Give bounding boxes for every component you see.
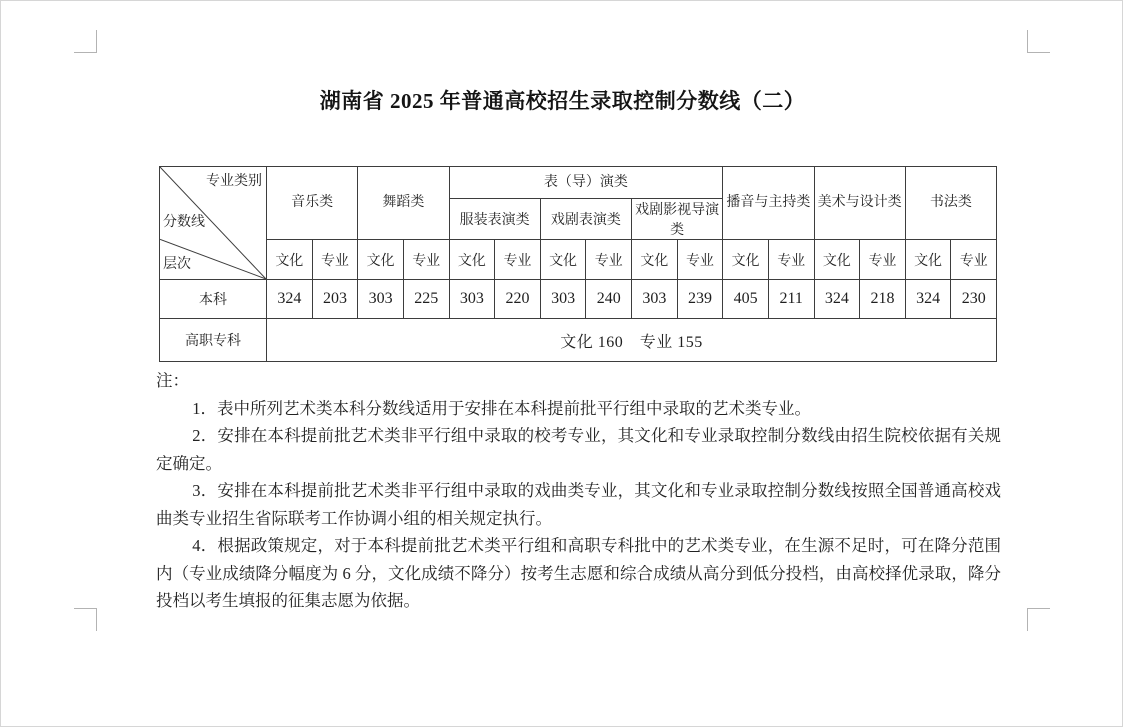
- score-cell: 303: [632, 280, 678, 319]
- score-cell: 225: [403, 280, 449, 319]
- notes-label: 注：: [156, 371, 189, 390]
- score-cell: 211: [768, 280, 814, 319]
- score-type-header: 文化: [905, 240, 951, 280]
- category-header-art-design: 美术与设计类: [814, 167, 905, 240]
- corner-label-category: 专业类别: [206, 174, 262, 189]
- notes-section: [156, 367, 1001, 615]
- score-cell: 303: [358, 280, 404, 319]
- scores-table: [159, 166, 997, 362]
- score-type-header: 专业: [312, 240, 358, 280]
- crop-mark-bottom-left: [74, 608, 97, 631]
- corner-header-cell: [160, 167, 267, 280]
- score-cell: 303: [540, 280, 586, 319]
- score-type-header: 文化: [723, 240, 769, 280]
- score-type-header: 文化: [540, 240, 586, 280]
- score-cell: 303: [449, 280, 495, 319]
- score-cell: 324: [905, 280, 951, 319]
- score-cell: 324: [267, 280, 313, 319]
- category-header-broadcasting: 播音与主持类: [723, 167, 814, 240]
- score-cell: 203: [312, 280, 358, 319]
- category-header-calligraphy: 书法类: [905, 167, 996, 240]
- score-type-header: 文化: [267, 240, 313, 280]
- score-type-header: 文化: [814, 240, 860, 280]
- note-item-3: 3．安排在本科提前批艺术类非平行组中录取的戏曲类专业，其文化和专业录取控制分数线按照全国普通高校戏曲类专业招生省际联考工作协调小组的相关规定执行。: [156, 481, 1001, 528]
- score-cell: 220: [495, 280, 541, 319]
- corner-label-level: 层次: [163, 257, 191, 272]
- document-title: 湖南省 2025 年普通高校招生录取控制分数线（二）: [319, 89, 806, 113]
- score-type-header: 专业: [495, 240, 541, 280]
- score-cell: 324: [814, 280, 860, 319]
- score-type-header: 专业: [860, 240, 906, 280]
- subcategory-header-film-directing: 戏剧影视导演类: [632, 199, 723, 240]
- note-item-4: 4．根据政策规定，对于本科提前批艺术类平行组和高职专科批中的艺术类专业，在生源不足时，可在降分范围内（专业成绩降分幅度为 6 分，文化成绩不降分）按考生志愿和综合成绩从高分到低分投档，由高校择优录取，降分投档以考生填报的征集志愿为依据。: [156, 536, 1001, 610]
- score-cell: 218: [860, 280, 906, 319]
- category-header-performance: 表（导）演类: [449, 167, 723, 199]
- score-type-header: 专业: [403, 240, 449, 280]
- table-row-vocational: [160, 319, 997, 362]
- note-item-2: 2．安排在本科提前批艺术类非平行组中录取的校考专业，其文化和专业录取控制分数线由招生院校依据有关规定确定。: [156, 426, 1001, 473]
- score-cell: 230: [951, 280, 997, 319]
- score-cell: 239: [677, 280, 723, 319]
- note-item-1: 1．表中所列艺术类本科分数线适用于安排在本科提前批平行组中录取的艺术类专业。: [192, 398, 812, 418]
- category-header-music: 音乐类: [267, 167, 358, 240]
- score-type-header: 文化: [358, 240, 404, 280]
- table-row-undergraduate: [160, 280, 997, 319]
- crop-mark-bottom-right: [1027, 608, 1050, 631]
- score-type-header: 专业: [951, 240, 997, 280]
- crop-mark-top-right: [1027, 30, 1050, 53]
- score-type-header: 专业: [586, 240, 632, 280]
- row-header-vocational: 高职专科: [160, 319, 267, 362]
- corner-label-scoreline: 分数线: [163, 215, 205, 230]
- crop-mark-top-left: [74, 30, 97, 53]
- score-cell: 240: [586, 280, 632, 319]
- score-cell: 405: [723, 280, 769, 319]
- score-type-header: 专业: [677, 240, 723, 280]
- merged-score-cell: 文化 160 专业 155: [267, 319, 997, 362]
- subcategory-header-drama: 戏剧表演类: [540, 199, 631, 240]
- subcategory-header-fashion: 服装表演类: [449, 199, 540, 240]
- row-header-undergraduate: 本科: [160, 280, 267, 319]
- score-type-header: 文化: [632, 240, 678, 280]
- score-type-header: 文化: [449, 240, 495, 280]
- score-type-header: 专业: [768, 240, 814, 280]
- category-header-dance: 舞蹈类: [358, 167, 449, 240]
